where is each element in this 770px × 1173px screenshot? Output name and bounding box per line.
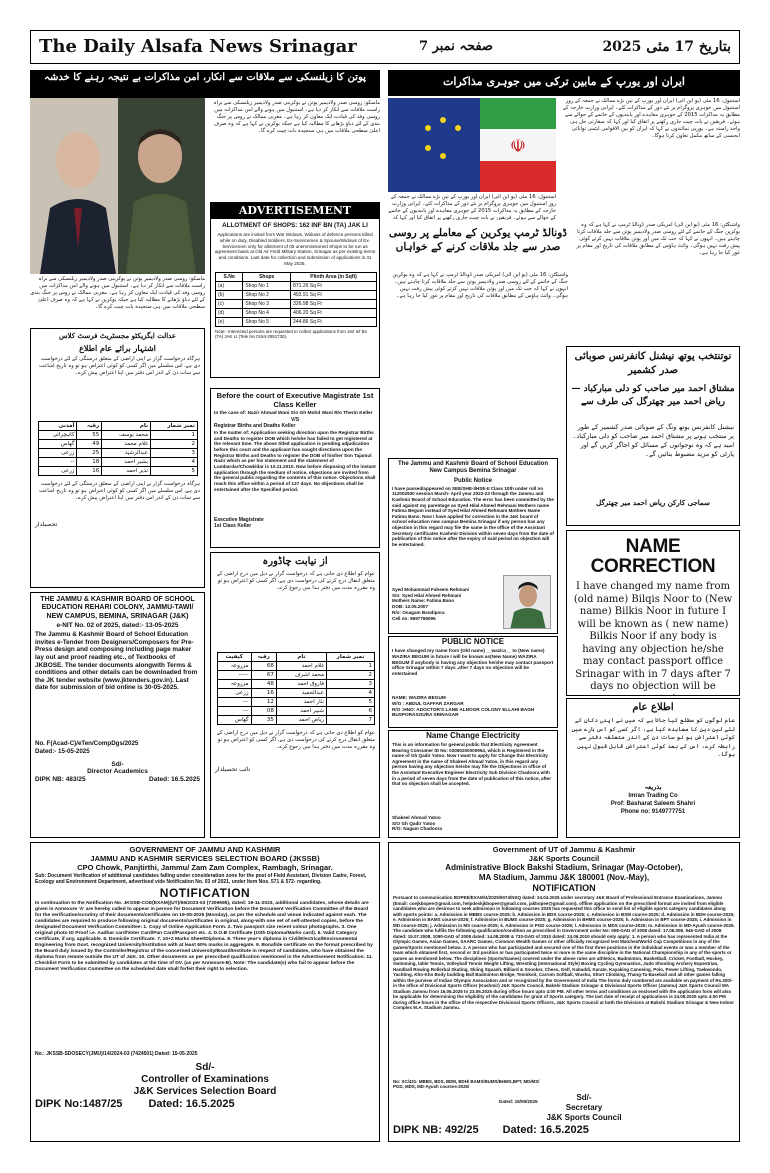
name-change-details bbox=[389, 815, 557, 832]
detail-dob: DOB: 12.05.2007 bbox=[392, 604, 429, 610]
cell: (d) bbox=[216, 309, 243, 318]
trump-body: واشنگٹن: 16 مئی (یو این آئی) امریکی صدر ڈونالڈ ٹرمپ نے کہا ہے کہ وہ یوکرین جنگ کے خاتمے کے لئے روسی صدر ولادیمیر پوتن سے جلد ملاقات کرنا چاہتے ہیں۔ انہوں نے کہا کہ جب تک میں اور پوتن ملاقات نہیں کرتے کوئی پیش رفت نہیں ہوگی۔ وائٹ ہاؤس کے مطابق ملاقات کی تاریخ اور مقام پر غور کیا جا رہا ہے۔ bbox=[576, 222, 740, 256]
cell: 6 bbox=[327, 707, 375, 716]
jkssb-body: In continuation to the Notification No. JKSSB-COE(EXAM)(UT)/65/2023-03 (7309695), dated: 19-11-2023, additional candidates, whose details are given in Annexure 'A' are hereby called to appear in person for Document Verification before the Document Verification Committee of the Board for the verification/scrutiny of their documents/certificates on 19-05-2025 (Monday), as per the schedule and venue indicated against each. The candidates are required to produce following original documents/certificates in original, along-with one set of self-attested copies, before the designated Document Verification Committee: 1. Copy of Online Application Form. 2. Two passport size recent colour photographs. 3. One original photo ID Proof i.e. Aadhar card/Voter Card/Pan Card/Passport etc. 4. D.O.B Certificate (10th Diploma/Marks card). 5. Valid Category Certificate, if any, applicable. 6. Domicile Certificate. 7. 10+2 Marks Sheet/Diploma. 8. Three year's diploma in Civil/Electrical/Environmental Engineering from Govt. recognized University/Institution with at least 60% marks in aggregate. 9. Bonafide certificate on the format prescribed by the Board duly issued by the Controller/Registrar of the concerned University/Board/Institute in respect of candidates, who have obtained the diploma from remote outside the UT of J&K. 10. Other documents as per prescribed qualification mentioned in the Advertisement Notification. 11. Checklist Form to be submitted by candidates at the time of DV. (as per Annexure-B). Note: The candidate(s) who fail to appear before the Document Verification Committee on the scheduled date shall forfeit their right to selection. bbox=[35, 901, 373, 972]
advert-intro: Applications are invited from War Widows, Widows of defence persons killed while on duty, Disabled Soldiers, Ex-Servicemen & Spouse/Widows of Ex-Servicemen only for allotment of 05 unemmissioned Shops to be run as agreement basis at Old Air Field Military Station, Srinagar as per existing terms and conditions. Last date for collection and submission of applications is 31 May 2025. bbox=[214, 232, 376, 266]
sports-sign2: J&K Sports Council bbox=[546, 1113, 622, 1122]
detail-address: R/O: Nagam Chadoora bbox=[392, 826, 443, 832]
col-area: Plinth Area (in Sqft) bbox=[291, 273, 377, 282]
table-row bbox=[39, 467, 198, 476]
cell: 3 bbox=[327, 680, 375, 689]
jkssb-subject: Sub: Document Verification of additional candidates falling under consideration zone for the post of Field Assistant, Division Cadre, Forest, Ecology and Environment Department, advertised vide Notification No. 03 of 2021, under Item Nos. 571 & 572- regarding. bbox=[35, 873, 367, 885]
jkssb-sd: Sd/- bbox=[195, 1062, 215, 1073]
detail-name: NAME: WAZIRA BEGUM bbox=[392, 695, 446, 700]
jkssb-sign1: Controller of Examinations bbox=[141, 1074, 269, 1085]
cell: 2 bbox=[327, 671, 375, 680]
ittila-aam bbox=[566, 698, 740, 838]
jkssb-sign2: J&K Services Selection Board bbox=[133, 1086, 277, 1097]
detail-cell: Cell no: 9697786096 bbox=[392, 615, 436, 621]
magistrate-sign: Executive Magistrate bbox=[214, 516, 264, 523]
tender-sign: Director Academics bbox=[87, 768, 148, 776]
cell: 08 bbox=[251, 707, 276, 716]
cell: بشیر احمد bbox=[102, 458, 151, 467]
iran-eu-flags-photo bbox=[388, 98, 556, 192]
name-correction-title: NAME CORRECTION bbox=[590, 536, 716, 577]
sports-dipk-row bbox=[393, 1124, 733, 1137]
table-row bbox=[39, 458, 198, 467]
public-notice-wazira bbox=[388, 636, 558, 728]
table-row bbox=[216, 309, 377, 318]
masthead-page-no: صفحہ نمبر 7 bbox=[419, 39, 493, 54]
jkssb-no: No.: JKSSB-SDOSECY(JMU)/14/2024-03 (7424501) Dated: 15-05-2025 bbox=[35, 1051, 198, 1057]
cell: 244.86 Sq Ft bbox=[291, 318, 377, 327]
ittila-sign: بذریعہ bbox=[644, 783, 662, 791]
col-serial: نمبر شمار bbox=[151, 422, 198, 431]
cell: 16 bbox=[251, 689, 276, 698]
sports-no: No: SC/431- MBBS, BDS, BDM, BDH/ BAMS/BUMS/BHMS,BPT, MD/MS/ PGD, MDS, MD-Ayush courses-2025/ bbox=[393, 1079, 540, 1090]
ittila-body: عام لوگوں کو مطلع کیا جاتا ہے کہ میں نے اپنی دکان کے لئے لین دین کا معاہدہ کیا ہے، اگر کسی کو اس بارے میں کوئی اعتراض ہو تو سات دن کے اندر متعلقہ دفتر سے رابطہ کرے، اس کے بعد کوئی اعتراض قابل قبول نہیں ہوگا۔ bbox=[571, 717, 735, 759]
putin-body: ماسکو: روسی صدر ولادیمیر پوتن نے یوکرینی صدر ولادیمیر زیلنسکی سے براہ راست ملاقات سے انکار کر دیا ہے۔ استنبول میں ہونے والے امن مذاکرات میں روسی وفد کی قیادت ایک معاون کر رہا ہے۔ مغربی ممالک نے روس پر جنگ بندی کے لئے دباؤ بڑھانے کا مطالبہ کیا ہے جبکہ یوکرین نے کہا ہے کہ وہ صرف اعلیٰ سطحی ملاقات میں ہی سنجیدہ بات چیت کرے گا۔ bbox=[30, 276, 205, 310]
masthead-date: بتاریخ 17 مئی 2025 bbox=[602, 39, 731, 55]
cell: مزروعہ bbox=[218, 680, 252, 689]
cell: 1 bbox=[151, 431, 198, 440]
cell: محمد یوسف bbox=[102, 431, 151, 440]
cell: ریاض احمد bbox=[276, 716, 326, 725]
jkssb-dipk: DIPK No:1487/25 bbox=[35, 1098, 123, 1110]
cell: عبدالرشید bbox=[102, 449, 151, 458]
ittila-names bbox=[567, 792, 739, 816]
cell: نذیر احمد bbox=[102, 467, 151, 476]
leaders-portrait-graphic bbox=[30, 98, 205, 274]
iran-body: استنبول: 16 مئی (یو این آئی) ایران اور یورپ کے تین بڑے ممالک نے جمعہ کے روز استنبول میں جوہری پروگرام پر نئے دور کے مذاکرات کئے۔ ایرانی وزارت خارجہ کے مطابق یہ مذاکرات 2015 کے جوہری معاہدے اور پابندیوں کے خاتمے کے حوالے سے ہوئے۔ فریقین نے بات چیت جاری رکھنے پر اتفاق کیا اور کہا کہ سفارتی حل ہی واحد راستہ ہے۔ یورپی نمائندوں نے کہا کہ ایران کو بین الاقوامی ایٹمی توانائی ایجنسی کے ساتھ مکمل تعاون کرنا ہوگا۔ bbox=[562, 98, 740, 139]
nc-youth-sub: مشتاق احمد میر صاحب کو دلی مبارکباد — ریاض احمد میر چھترگل کی طرف سے bbox=[571, 384, 735, 407]
sports-body: Pursuant to communication BOPEE/EXAM/4/2025/5074/NSQ dated: 24.04.2025 under secretary J&K Board of Professional Entrance Examinations, Jammu (Email: coejkbopee@gmail.com, helpdeskjkbopee@gmail.com, jakbopee@gmail.com), offline application on the prescribed format are invited from eligible candidates who are desirous to seek admission in following courses 2025 has requested this office to send list of eligible sports category candidates along with sports points: a. Admission in MBBS course-2025; b. Admission in BDS course-2025; c. Admission in BSM course-2025; d. Admission in BDH course-2025; e. Admission in BAMS course-2025; f. Admission in BUMS course-2025; g. Admission in BHMS course-2025; h. Admission in BPT course-2025; i. Admission in MD course-2025; j. Admission in MS course-2025; k. Admission in PGD course-2025; l. Admission in MDS course-2025; m. Admission in MD-Ayush course-2025. The candidate who fulfils the following qualification/condition as prescribed in Government order No: 008-GAD of 2008 dated: 17.06.008. 946-GAD of 2008 dated: 15.07.2008, 1090-GAD of 2008 dated: 14.08.2008 & 733-GAD of 2010 dated: 24.06.2010 should only apply: 1. A person who has represented India at the Olympic Games, Asian Games, SAARC Games, Common Wealth Games or other officially recognized test Matches/World Cup Competitions in any of the games/Sports mentioned below. 2. A person who has participated and secured one of the first three positions in the individual events or was a member of the team which obtained first, second or 3rd position or has participated twice or more in the same discipline in the National Championship in any of the sports or games as mentioned below. The disciplines (Sports/Games) covered under the above rules are athletics, Badminton, Basketball, Cricket, Football, Hockey, Swimming, table Tennis, Volleyball Tennis Weight Lifting, Wrestling (International Style) Boxing Cycling Gymnastics, Judo Shooting Archery Equestrian, Handball Rowing Rollerbal Skating, Skiing Squash, Billiard & Snooker, Chess, Golf, Kabaddi, Karate, Kayaking Canoeing, Polo, Power Lifting, Taekwondo, Yachting, Kho-Kho Body building Ball Badminton Bridge, Tennikoit, Carrom Softball, Wushu, Short Climbing, Thang-Ta Baseball and all other games falling within the purview of Indian Olympic Association and or recognized by the Government of India The forms duly numbered are available on payment of Rs.200/- in the office of Divisional Sports Officer (Kashmir) J&K Sports Council, Bakshi Stadium Srinagar & Divisional Sports Officer (Jammu) J&K Sports Council MA Stadium Jammu from 16.05.2025 to 23.05.2025 during office hours upto 4:00 PM. All other terms and conditions as enclosed with the application form will also be applicable for determining the eligibility of the candidates for grant of Sports category. The last date of receipt of applications is 24.05.2025 upto 4:00 PM during office hours in the office of the respective Divisional Sports Officers, J&K Sports Council at both the Divisions at Bakshi Stadium Srinagar & New Indoor Complex M.A. Stadium Jammu. bbox=[393, 895, 735, 1010]
cell: 4 bbox=[327, 689, 375, 698]
cell: 68 bbox=[251, 662, 276, 671]
name-change-body: This is an information for general public that Electricity Agreement Bearing Consumer ID No: 02060200000954, which is Registered in the name of Gh Qadir Yatoo. Now I want to apply for Change this Electricity Agreement in the name of Shakeel Ahmad Yatoo, in this regard any person having any objection he/she may file the Objections in office of the Assistant Executive Engineer Electricity Sub Division Chadoora with in a period of seven days from the date of publication of this notice, after that no objection shall be accepted. bbox=[392, 742, 552, 787]
sports-dipk-date: Dated: 16.5.2025 bbox=[502, 1124, 589, 1136]
nc-youth-congrats bbox=[566, 346, 740, 526]
urdu-notice-1-title: اشتہار برائے عام اطلاع bbox=[79, 343, 156, 353]
flags-graphic bbox=[388, 98, 556, 192]
sports-title1: Government of UT of Jammu & Kashmir bbox=[492, 845, 636, 854]
cell: کاہچرائی bbox=[39, 431, 77, 440]
magistrate-case: In the case of: Nazir Ahmad Wani S/o Gh Mohd Wani R/o Therin Keller bbox=[214, 411, 373, 416]
table-row bbox=[218, 671, 375, 680]
nc-youth-body: نیشنل کانفرنس یوتھ ونگ کے صوبائی صدر کشمیر کے طور پر منتخب ہونے پر مشتاق احمد میر صاحب کو دلی مبارکباد۔ امید ہے کہ وہ نوجوانوں کے مسائل کو اجاگر کریں گے اور پارٹی کو مزید مضبوط بنائیں گے۔ bbox=[572, 423, 734, 458]
cell: 25 bbox=[77, 449, 102, 458]
jkssb-title1: GOVERNMENT OF JAMMU AND KASHMIR bbox=[129, 845, 281, 854]
urdu-notice-2-table bbox=[217, 652, 375, 725]
iran-body-caption: استنبول: 16 مئی (یو این آئی) ایران اور یورپ کے تین بڑے ممالک نے جمعہ کے روز استنبول میں جوہری پروگرام پر نئے دور کے مذاکرات کئے۔ ایرانی وزارت خارجہ کے مطابق یہ مذاکرات 2015 کے جوہری معاہدے اور پابندیوں کے خاتمے کے حوالے سے ہوئے۔ فریقین نے بات چیت جاری رکھنے پر اتفاق کیا اور کہا کہ bbox=[388, 194, 556, 220]
cell: -- bbox=[39, 458, 77, 467]
ittila-phone: Phone no: 9149777751 bbox=[620, 809, 686, 815]
sports-title4: MA Stadium, Jammu J&K 180001 (Nov.-May), bbox=[478, 873, 650, 882]
magistrate-respondent: Registrar Births and Deaths Keller bbox=[214, 422, 296, 429]
cell: 35 bbox=[251, 716, 276, 725]
col-name: نام bbox=[276, 653, 326, 662]
public-notice-body: I have changed my name from (Old name) __wazira__ to (New name) WAZIRA BEGUM in future I will be known as(New Name) WAZIRA BEGUM if anybody is having any objection he/she may contact passport office Srinagar within 7 days .after 7 days no objection will be entertained bbox=[392, 648, 554, 677]
advertisement-shops bbox=[210, 202, 380, 378]
cell: --- bbox=[218, 707, 252, 716]
urdu-notice-2-extra: عوام کو اطلاع دی جاتی ہے کہ درخواست گزار نے ذیل میں درج اراضی کے متعلق انتقال درج کرنے کی درخواست دی ہے، اگر کسی کو اعتراض ہو تو وہ مقررہ مدت میں دفتر ہذا میں رجوع کرے۔ bbox=[216, 730, 375, 750]
magistrate-notice bbox=[210, 388, 380, 548]
nc-youth-sign: سماجی کارکن ریاض احمد میر چھترگل bbox=[596, 498, 710, 507]
sports-notif-heading: NOTIFICATION bbox=[532, 883, 596, 893]
jkssb-title3: CPO Chowk, Panjtirthi, Jammu/ Zam Zam Complex, Rambagh, Srinagar. bbox=[77, 863, 333, 872]
cell: 2 bbox=[151, 440, 198, 449]
col-sno: S.No bbox=[216, 273, 243, 282]
detail-mother: Mothers Name: Fatima Bano bbox=[392, 598, 455, 604]
urdu-notice-1-footer: تحصیلدار bbox=[35, 521, 58, 528]
magistrate-sign2: 1st Class Keller bbox=[214, 522, 252, 529]
cell: --- bbox=[218, 698, 252, 707]
jkssb-dipk-row bbox=[31, 1098, 379, 1111]
jkssb-notification bbox=[30, 842, 380, 1142]
jkssb-notif-heading: NOTIFICATION bbox=[159, 886, 251, 900]
urdu-notice-2-body: عوام کو اطلاع دی جاتی ہے کہ درخواست گزار نے ذیل میں درج اراضی کے متعلق انتقال درج کرنے کی درخواست دی ہے، اگر کسی کو اعتراض ہو تو وہ مقررہ مدت میں دفتر ہذا میں رجوع کرے۔ bbox=[216, 571, 375, 591]
tender-sd: Sd/- bbox=[111, 761, 124, 769]
tender-nit: e-NIT No. 02 of 2025, dated:- 13-05-2025 bbox=[56, 622, 179, 630]
cell: 7 bbox=[327, 716, 375, 725]
trump-body-cont: واشنگٹن: 16 مئی (یو این آئی) امریکی صدر ڈونالڈ ٹرمپ نے کہا ہے کہ وہ یوکرین جنگ کے خاتمے کے لئے روسی صدر ولادیمیر پوتن سے جلد ملاقات کرنا چاہتے ہیں۔ انہوں نے کہا کہ جب تک میں اور پوتن ملاقات نہیں کرتے کوئی پیش رفت نہیں ہوگی۔ وائٹ ہاؤس کے مطابق ملاقات کی تاریخ اور مقام پر غور کیا جا رہا ہے۔ bbox=[392, 272, 568, 299]
jkbose-notice-subtitle: Public Notice bbox=[453, 477, 492, 484]
urdu-notice-2-footer: نائب تحصیلدار bbox=[215, 766, 251, 773]
cell: 5 bbox=[327, 698, 375, 707]
putin-zelensky-photo bbox=[30, 98, 205, 274]
cell: 5 bbox=[151, 467, 198, 476]
cell: غلام احمد bbox=[276, 662, 326, 671]
public-notice-title: PUBLIC NOTICE bbox=[441, 637, 505, 646]
cell: محمد اشرف bbox=[276, 671, 326, 680]
cell: 4 bbox=[151, 458, 198, 467]
name-change-title: Name Change Electricity bbox=[426, 731, 520, 740]
jkbose-notice-details bbox=[392, 587, 500, 621]
public-notice-details bbox=[389, 695, 557, 718]
name-correction bbox=[566, 530, 740, 696]
cell: 871.26 Sq Ft bbox=[291, 282, 377, 291]
cell: گھاس bbox=[39, 440, 77, 449]
cell: عبدالحمید bbox=[276, 689, 326, 698]
table-row bbox=[216, 300, 377, 309]
urdu-notice-1-sub: عدالت ایگزیکٹو مجسٹریٹ فرسٹ کلاس bbox=[58, 331, 177, 340]
masthead-title: The Daily Alsafa News Srinagar bbox=[39, 36, 357, 57]
svg-text:☫: ☫ bbox=[509, 136, 527, 157]
iran-story bbox=[388, 70, 740, 220]
cell: غلام محمد bbox=[102, 440, 151, 449]
table-row bbox=[218, 716, 375, 725]
cell: Shop No 3 bbox=[243, 300, 291, 309]
cell: 493.91 Sq Ft bbox=[291, 291, 377, 300]
magistrate-vs: V/S bbox=[290, 416, 300, 423]
detail-address: R/o: Onagam Bandipora bbox=[392, 609, 445, 615]
jkbose-notice-title: The Jammu and Kashmir Board of School Education New Campus Bemina Srinagar bbox=[397, 461, 549, 475]
putin-body-cont: ماسکو: روسی صدر ولادیمیر پوتن نے یوکرینی صدر ولادیمیر زیلنسکی سے براہ راست ملاقات سے انکار کر دیا ہے۔ استنبول میں ہونے والے امن مذاکرات میں روسی وفد کی قیادت ایک معاون کر رہا ہے۔ مغربی ممالک نے روس پر جنگ بندی کے لئے دباؤ بڑھانے کا مطالبہ کیا ہے جبکہ یوکرین نے کہا ہے کہ وہ صرف اعلیٰ سطحی ملاقات میں ہی سنجیدہ بات چیت کرے گا۔ bbox=[213, 100, 380, 134]
magistrate-body: In the matter of: Application seeking direction upon the Registrar Births and Deaths to register DOB which he/she has failed to get registered at the relevant time. The above titled application is pending adjudication before this court and the applicant has sought directions upon the Registrar Births and Deaths to register the DOB of his/her Son Tajamul Nazir which as per his statement and the statement of Lumbardar/Chowkidar is 10.11.2010. Now before disposing of the instant application through the medium of notice, objections are invited from the general public regarding the contents of this notice. Objections shall reach this office within a period of 137 days. No objections shall be entertained after the Specified period. bbox=[214, 429, 376, 492]
masthead bbox=[30, 30, 740, 64]
detail-father: S/o: Syed Hilal Ahmed Rehmani bbox=[392, 592, 462, 598]
ittila-company: Imran Trading Co bbox=[628, 793, 678, 799]
tender-body: The Jammu & Kashmir Board of School Education invites e-Tender from Designers/Composers for Pre-Press design and composing including page maker lay out and proof reading etc., of Textbooks of JKBOSE. The tender documents alongwith Terms & conditions and other details can be downloaded from the JK tender website (www.jktenders.gov.in). Last date for submission of bid online is 30-05-2025. bbox=[35, 631, 198, 692]
table-row bbox=[39, 440, 198, 449]
cell: 12 bbox=[251, 698, 276, 707]
cell: زرعی bbox=[39, 449, 77, 458]
tender-dated: Dated:- 15-05-2025 bbox=[35, 747, 90, 755]
advert-shops-table bbox=[215, 272, 377, 327]
cell: زرعی bbox=[39, 467, 77, 476]
cell: 67 bbox=[251, 671, 276, 680]
cell: گھاس bbox=[218, 716, 252, 725]
sports-sd: Sd/- bbox=[576, 1093, 592, 1102]
jkbose-notice-body: I have passed/appeared on SEE/SHE-I/HSE-II Class 10th under roll no 112002930 session March- April year 2022-23 through the Jammu and Kashmir Board of School Education. The error has been committed by the said against my parentage as Syed Hilal Ahmed Rehmani Mothers name Fatima Begum instead of Syed Hilal Ahmed Rehmani Mothers Name Fatima Bano. Now I have applied for correction in the J&K board of school education new campus Bemina Srinagar if any person has any objection in this regard may file the same in the office of the Assistant Secretary certificates Kashmir Division within seven days from the date of publication of this notice after the expiry of said period no objection will be entertained. bbox=[392, 485, 554, 547]
cell: 326.98 Sq Ft bbox=[291, 300, 377, 309]
urdu-notice-1-table bbox=[38, 421, 198, 476]
cell: 48 bbox=[251, 680, 276, 689]
cell: نثار احمد bbox=[276, 698, 326, 707]
sports-council-notification bbox=[388, 842, 740, 1142]
table-row bbox=[39, 431, 198, 440]
sports-title2: J&K Sports Council bbox=[528, 854, 600, 863]
trump-story bbox=[388, 222, 740, 346]
trump-headline: ڈونالڈ ٹرمپ یوکرین کے معاملے پر روسی صدر سے جلد ملاقات کرنے کے خواہاں bbox=[389, 227, 567, 253]
nc-youth-headline: نوتنتخب یوتھ نیشنل کانفرنس صوبائی صدر کشمیر bbox=[574, 351, 732, 376]
jkssb-dipk-date: Dated: 16.5.2025 bbox=[148, 1098, 235, 1110]
col-remarks: کیفیت bbox=[218, 653, 252, 662]
table-row bbox=[216, 318, 377, 327]
cell: 3 bbox=[151, 449, 198, 458]
table-row bbox=[218, 680, 375, 689]
col-shops: Shops bbox=[243, 273, 291, 282]
urdu-notice-2-title: از نیابت چاڈورہ bbox=[262, 556, 328, 567]
cell: 406.20 Sq Ft bbox=[291, 309, 377, 318]
cell: Shop No 4 bbox=[243, 309, 291, 318]
ittila-person: Prof: Basharat Saleem Shahri bbox=[610, 801, 696, 807]
table-row bbox=[218, 662, 375, 671]
table-row bbox=[218, 698, 375, 707]
col-area: رقبہ bbox=[251, 653, 276, 662]
cell: (c) bbox=[216, 300, 243, 309]
jkbose-public-notice bbox=[388, 458, 558, 634]
col-area: رقبہ bbox=[77, 422, 102, 431]
cell: (a) bbox=[216, 282, 243, 291]
jkbose-tender bbox=[30, 592, 205, 838]
cell: Shop No 2 bbox=[243, 291, 291, 300]
urdu-notice-1-body: ہرگاہ درخواست گزار نے اپنی اراضی کے متعلق درستگی کے لئے درخواست دی ہے، اس سلسلے میں اگر کسی کو کوئی اعتراض ہو تو وہ تاریخ اشاعت سے سات دن کے اندر اس دفتر میں اپنا اعتراض پیش کرے۔ bbox=[39, 356, 200, 376]
col-serial: نمبر شمار bbox=[327, 653, 375, 662]
table-row bbox=[218, 689, 375, 698]
detail-name: Shakeel Ahmad Yatoo bbox=[392, 815, 441, 820]
applicant-photo bbox=[503, 575, 551, 629]
cell: 1 bbox=[327, 662, 375, 671]
table-row bbox=[218, 707, 375, 716]
detail-name: Syed Mohammad Faheem Rehmani bbox=[392, 587, 470, 592]
iran-headline: ایران اور یورپ کے مابین ترکی میں جوہری مذاکرات bbox=[388, 70, 740, 96]
putin-headline: پوتن کا زیلنسکی سے ملاقات سے انکار، امن مذاکرات بے نتیجہ رہنے کا خدشہ bbox=[30, 70, 380, 98]
cell: 49 bbox=[77, 440, 102, 449]
urdu-notice-1 bbox=[30, 328, 205, 588]
cell: زرعی bbox=[218, 689, 252, 698]
sports-sign1: Secretary bbox=[565, 1103, 603, 1112]
ittila-title: اطلاع عام bbox=[632, 702, 674, 713]
urdu-notice-2 bbox=[210, 552, 380, 838]
advert-note: Note:- Interested persons are requested to collect applications from 162 Inf Bn (TA) JAK LI (Tele No 0194-2951730). bbox=[215, 329, 368, 340]
cell: ----- bbox=[218, 671, 252, 680]
sports-title3: Administrative Block Bakshi Stadium, Srinagar (May-October), bbox=[445, 863, 683, 872]
urdu-notice-1-extra: ہرگاہ درخواست گزار نے اپنی اراضی کے متعلق درستگی کے لئے درخواست دی ہے، اس سلسلے میں اگر کسی کو کوئی اعتراض ہو تو وہ تاریخ اشاعت سے سات دن کے اندر اس دفتر میں اپنا اعتراض پیش کرے۔ bbox=[39, 481, 200, 501]
tender-dipk: DIPK NB: 483/25 bbox=[35, 776, 86, 784]
tender-no: No. F(Acad-C)/eTen/CompDgs/2025 bbox=[35, 740, 139, 748]
name-correction-body: I have changed my name from (old name) Bilqis Noor to (New name) Bilkis Noor in future I will be known as ( new name) Bilkis Noor if any body is having any objection he/she may contact passport office Srinagar with in 7 days after 7 days no objection will be bbox=[573, 581, 733, 692]
table-row bbox=[39, 449, 198, 458]
sports-dipk: DIPK NB: 492/25 bbox=[393, 1124, 479, 1136]
cell: Shop No 5 bbox=[243, 318, 291, 327]
advert-banner: ADVERTISEMENT bbox=[211, 203, 379, 219]
cell: فاروق احمد bbox=[276, 680, 326, 689]
detail-husband: W/O : ABDUL GAFFAR ZARGAR bbox=[392, 700, 464, 706]
table-row bbox=[216, 291, 377, 300]
cell: شبیر احمد bbox=[276, 707, 326, 716]
cell: (e) bbox=[216, 318, 243, 327]
cell: 55 bbox=[77, 431, 102, 440]
table-row bbox=[216, 282, 377, 291]
advert-title: ALLOTMENT OF SHOPS: 162 INF BN (TA) JAK LI bbox=[222, 222, 368, 229]
magistrate-title: Before the court of Executive Magistrate 1st Class Keller bbox=[216, 391, 374, 409]
cell: 16 bbox=[77, 467, 102, 476]
tender-title: THE JAMMU & KASHMIR BOARD OF SCHOOL EDUCATION REHARI COLONY, JAMMU-TAWI/ NEW CAMPUS, BEMINA, SRINAGAR (J&K) bbox=[40, 596, 195, 620]
col-type: آمدنی bbox=[39, 422, 77, 431]
tender-dipk-date: Dated: 16.5.2025 bbox=[149, 776, 200, 784]
applicant-portrait-graphic bbox=[504, 576, 551, 629]
sports-dated: Dated: 15/05/2025 bbox=[499, 1099, 538, 1104]
detail-address: R/O :HNO: ADOCTOR'S LANE ALNOOR COLONY ELLAHI BAGH BUSPORASOURA SRINAGAR bbox=[392, 706, 535, 718]
detail-father: S/O Gh Qadir Yatoo bbox=[392, 820, 436, 826]
jkssb-title2: JAMMU AND KASHMIR SERVICES SELECTION BOARD (JKSSB) bbox=[90, 854, 320, 863]
cell: (b) bbox=[216, 291, 243, 300]
name-change-electricity bbox=[388, 730, 558, 838]
col-name: نام bbox=[102, 422, 151, 431]
cell: Shop No 1 bbox=[243, 282, 291, 291]
tender-dipk-row bbox=[31, 776, 204, 784]
cell: 18 bbox=[77, 458, 102, 467]
cell: مزروعہ bbox=[218, 662, 252, 671]
